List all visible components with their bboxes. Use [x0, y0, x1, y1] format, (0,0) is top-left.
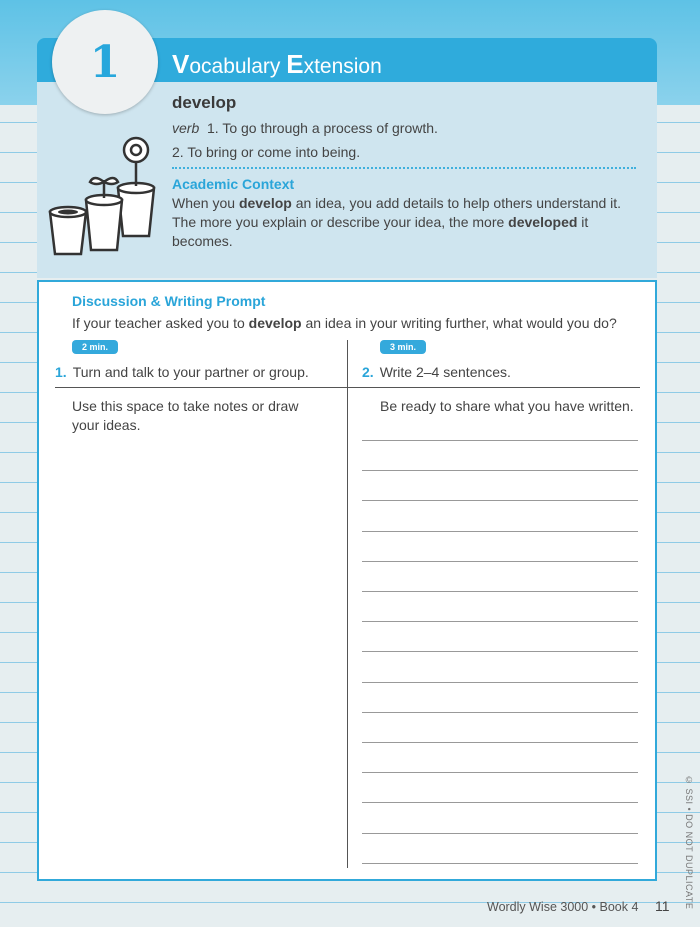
writing-line[interactable] — [362, 621, 638, 622]
dotted-divider — [172, 167, 636, 169]
writing-line[interactable] — [362, 863, 638, 864]
lesson-number-badge — [52, 10, 158, 114]
definition-2: 2. To bring or come into being. — [172, 144, 361, 160]
writing-line[interactable] — [362, 591, 638, 592]
writing-line[interactable] — [362, 531, 638, 532]
footer-book: Wordly Wise 3000 • Book 4 — [487, 900, 639, 914]
copyright-notice: © SSI • DO NOT DUPLICATE — [684, 775, 694, 910]
lesson-number: 1 — [89, 36, 121, 88]
writing-line[interactable] — [362, 651, 638, 652]
time-badge-step-2: 3 min. — [380, 340, 426, 354]
writing-line[interactable] — [362, 802, 638, 803]
vocab-word: develop — [172, 93, 237, 112]
definition-1: verb 1. To go through a process of growth. — [172, 120, 438, 136]
writing-line[interactable] — [362, 440, 638, 441]
step-1: 1. Turn and talk to your partner or group. — [55, 364, 309, 380]
flower-pots-icon — [46, 130, 160, 260]
writing-line[interactable] — [362, 712, 638, 713]
prompt-heading: Discussion & Writing Prompt — [72, 293, 266, 309]
time-badge-step-1: 2 min. — [72, 340, 118, 354]
writing-line[interactable] — [362, 833, 638, 834]
academic-context-heading: Academic Context — [172, 176, 295, 192]
writing-line[interactable] — [362, 742, 638, 743]
writing-line[interactable] — [362, 772, 638, 773]
writing-line[interactable] — [362, 500, 638, 501]
page-number: 11 — [655, 898, 670, 914]
prompt-text: If your teacher asked you to develop an idea in your writing further, what would you do? — [72, 315, 617, 331]
column-divider — [347, 340, 348, 868]
writing-line[interactable] — [362, 561, 638, 562]
writing-line[interactable] — [362, 682, 638, 683]
academic-context-text: When you develop an idea, you add details to help others understand it. The more you explain or describe your idea, the more developed it becomes. — [172, 195, 622, 249]
notes-area[interactable]: Use this space to take notes or draw your ideas. — [72, 398, 299, 433]
writing-instruction: Be ready to share what you have written. — [380, 398, 634, 414]
step-2: 2. Write 2–4 sentences. — [362, 364, 511, 380]
section-title: Vocabulary Extension — [172, 49, 382, 79]
writing-line[interactable] — [362, 470, 638, 471]
